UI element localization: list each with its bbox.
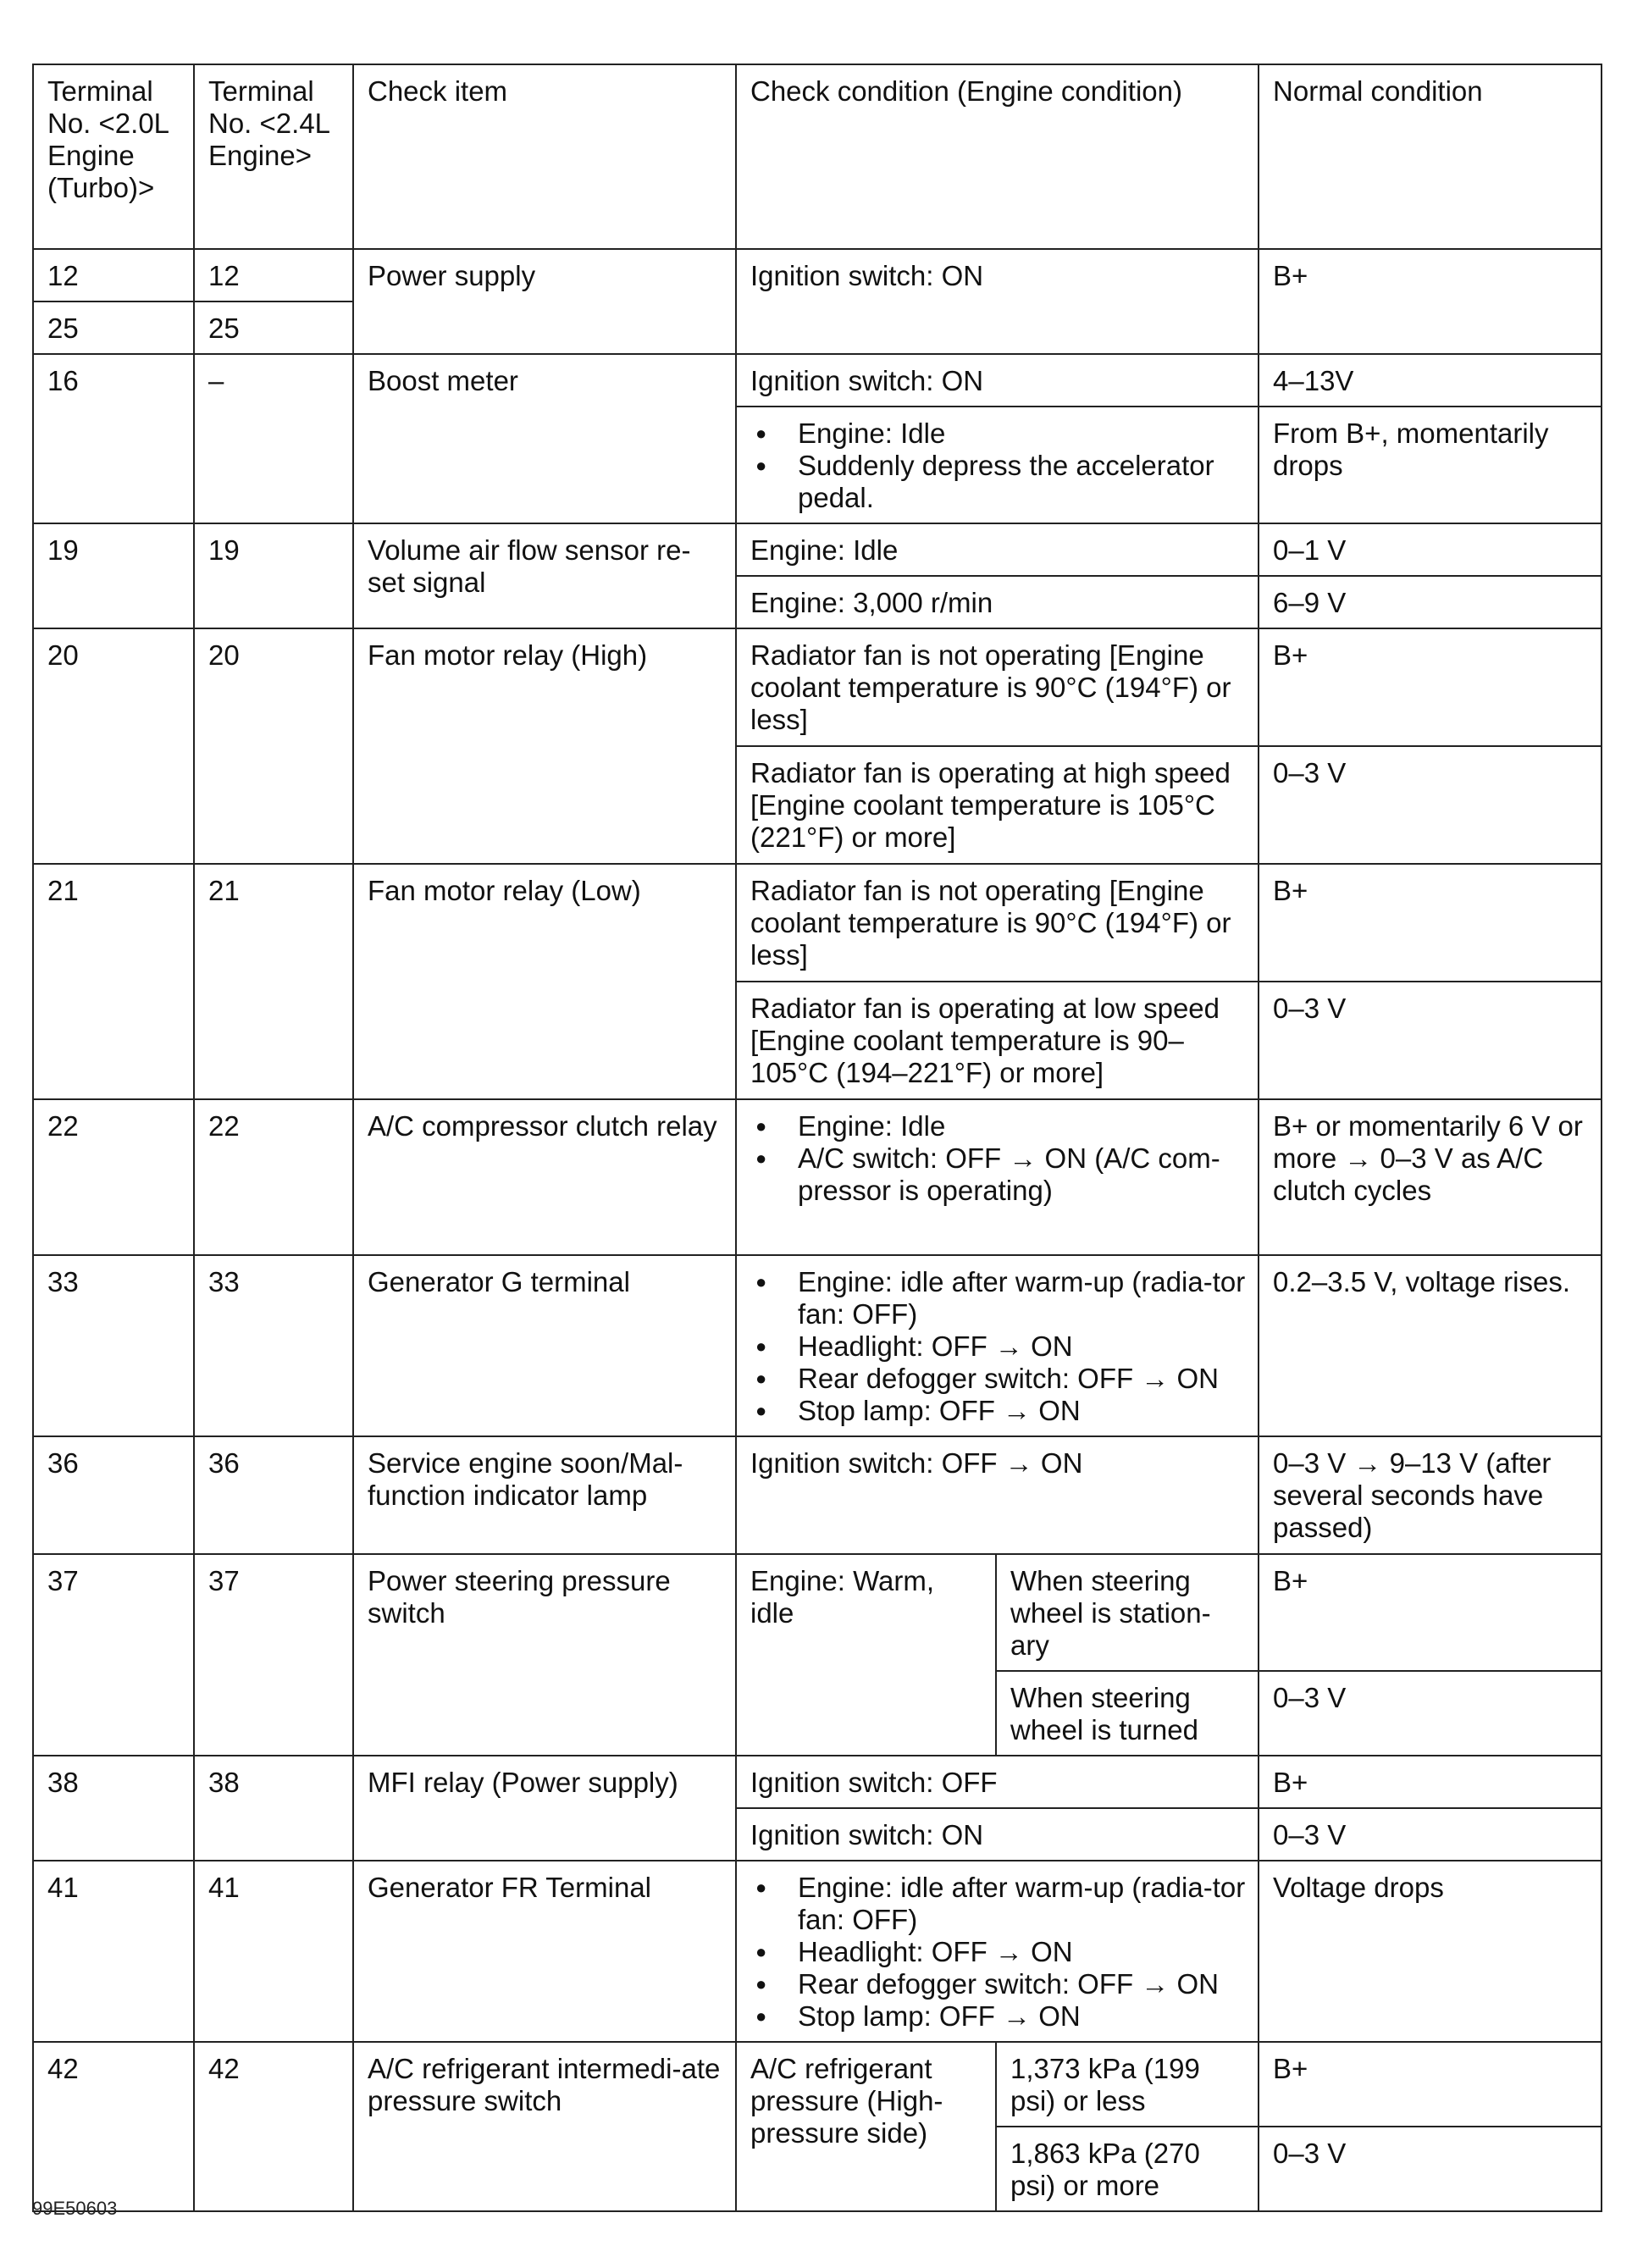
header-check-condition: Check condition (Engine condition) [736,64,1259,249]
check-condition: Ignition switch: ON [736,249,1259,354]
check-sub-condition: 1,373 kPa (199 psi) or less [996,2042,1259,2127]
normal-condition: 0–1 V [1259,523,1602,576]
normal-condition: 6–9 V [1259,576,1602,628]
normal-condition: 0–3 V [1259,982,1602,1099]
list-item: ● Stop lamp: OFF → ON [750,2000,1246,2033]
table-row [33,249,1602,301]
list-item: ● Engine: idle after warm-up (radia-tor fan: OFF) [750,1266,1246,1330]
terminal-2-4l: 21 [194,864,353,1099]
table-row [33,1436,1602,1554]
check-condition: Radiator fan is operating at low speed [Engine coolant temperature is 90–105°C (194–221°F) or more] [736,982,1259,1099]
terminal-2-0l: 36 [33,1436,194,1554]
check-condition: Radiator fan is operating at high speed [Engine coolant temperature is 105°C (221°F) or more] [736,746,1259,864]
check-condition: Ignition switch: ON [736,354,1259,407]
check-condition: Engine: 3,000 r/min [736,576,1259,628]
check-condition [736,1255,1259,1436]
list-item: ● Engine: Idle [750,418,1246,450]
header-row [33,64,1602,249]
normal-condition: B+ or momentarily 6 V or more → 0–3 V as A/C clutch cycles [1259,1099,1602,1255]
figure-code: 99E50603 [32,2198,118,2219]
check-item: Generator G terminal [353,1255,736,1436]
header-terminal-2-0l: Terminal No. <2.0L Engine (Turbo)> [33,64,194,249]
table-row [33,2042,1602,2127]
normal-condition: B+ [1259,249,1602,354]
terminal-2-4l: 42 [194,2042,353,2211]
terminal-2-4l: 19 [194,523,353,628]
header-terminal-2-4l: Terminal No. <2.4L Engine> [194,64,353,249]
check-item: A/C compressor clutch relay [353,1099,736,1255]
check-item: MFI relay (Power supply) [353,1756,736,1861]
terminal-2-0l: 41 [33,1861,194,2042]
normal-condition: From B+, momentarily drops [1259,407,1602,523]
table-row [33,1099,1602,1255]
table-row [33,1554,1602,1671]
normal-condition: 0–3 V [1259,2127,1602,2211]
normal-condition: B+ [1259,1756,1602,1808]
check-condition: Radiator fan is not operating [Engine coolant temperature is 90°C (194°F) or less] [736,628,1259,746]
check-condition: Engine: Warm, idle [736,1554,996,1756]
header-normal-condition: Normal condition [1259,64,1602,249]
list-item: ● A/C switch: OFF → ON (A/C com-pressor is operating) [750,1142,1246,1207]
table-row [33,864,1602,982]
list-item: ● Headlight: OFF → ON [750,1330,1246,1363]
check-condition: Ignition switch: OFF [736,1756,1259,1808]
terminal-2-0l: 33 [33,1255,194,1436]
table-row [33,1756,1602,1808]
terminal-2-4l: 12 [194,249,353,301]
check-sub-condition: When steering wheel is turned [996,1671,1259,1756]
check-item: Generator FR Terminal [353,1861,736,2042]
terminal-2-4l: 38 [194,1756,353,1861]
terminal-2-0l: 16 [33,354,194,523]
check-item: Fan motor relay (Low) [353,864,736,1099]
check-condition [736,407,1259,523]
list-item: ● Engine: idle after warm-up (radia-tor fan: OFF) [750,1872,1246,1936]
table-row [33,1861,1602,2042]
terminal-2-4l: 22 [194,1099,353,1255]
normal-condition: 0–3 V [1259,746,1602,864]
normal-condition: 0–3 V → 9–13 V (after several seconds have passed) [1259,1436,1602,1554]
check-sub-condition: When steering wheel is station-ary [996,1554,1259,1671]
check-condition: Radiator fan is not operating [Engine coolant temperature is 90°C (194°F) or less] [736,864,1259,982]
condition-list [750,1872,1246,2033]
check-sub-condition: 1,863 kPa (270 psi) or more [996,2127,1259,2211]
condition-list [750,1110,1246,1207]
normal-condition: B+ [1259,1554,1602,1671]
check-item: Volume air flow sensor re-set signal [353,523,736,628]
header-check-item: Check item [353,64,736,249]
list-item: ● Rear defogger switch: OFF → ON [750,1363,1246,1395]
normal-condition: 4–13V [1259,354,1602,407]
check-item: Power supply [353,249,736,354]
terminal-2-0l: 37 [33,1554,194,1756]
normal-condition: B+ [1259,864,1602,982]
terminal-2-4l: 20 [194,628,353,864]
list-item: ● Suddenly depress the accelerator pedal. [750,450,1246,514]
terminal-2-4l: 25 [194,301,353,354]
table-row [33,1255,1602,1436]
check-condition: Ignition switch: OFF → ON [736,1436,1259,1554]
check-item: Fan motor relay (High) [353,628,736,864]
table-row [33,354,1602,407]
check-condition: Ignition switch: ON [736,1808,1259,1861]
terminal-2-0l: 42 [33,2042,194,2211]
terminal-2-0l: 22 [33,1099,194,1255]
terminal-2-4l: – [194,354,353,523]
normal-condition: 0–3 V [1259,1808,1602,1861]
condition-list [750,1266,1246,1427]
terminal-2-0l: 20 [33,628,194,864]
check-item: Power steering pressure switch [353,1554,736,1756]
terminal-2-0l: 38 [33,1756,194,1861]
check-item: A/C refrigerant intermedi-ate pressure switch [353,2042,736,2211]
terminal-2-4l: 41 [194,1861,353,2042]
terminal-2-4l: 33 [194,1255,353,1436]
terminal-check-table [32,64,1602,2212]
terminal-check-table-sheet [32,64,1601,2212]
normal-condition: B+ [1259,2042,1602,2127]
list-item: ● Stop lamp: OFF → ON [750,1395,1246,1427]
list-item: ● Headlight: OFF → ON [750,1936,1246,1968]
normal-condition: 0–3 V [1259,1671,1602,1756]
list-item: ● Rear defogger switch: OFF → ON [750,1968,1246,2000]
condition-list [750,418,1246,514]
check-condition: Engine: Idle [736,523,1259,576]
check-condition: A/C refrigerant pressure (High-pressure side) [736,2042,996,2211]
normal-condition: Voltage drops [1259,1861,1602,2042]
check-item: Service engine soon/Mal-function indicator lamp [353,1436,736,1554]
terminal-2-4l: 37 [194,1554,353,1756]
table-row [33,628,1602,746]
check-item: Boost meter [353,354,736,523]
terminal-2-0l: 12 [33,249,194,301]
normal-condition: B+ [1259,628,1602,746]
check-condition [736,1861,1259,2042]
check-condition [736,1099,1259,1255]
table-row [33,523,1602,576]
normal-condition: 0.2–3.5 V, voltage rises. [1259,1255,1602,1436]
terminal-2-0l: 25 [33,301,194,354]
terminal-2-0l: 21 [33,864,194,1099]
terminal-2-4l: 36 [194,1436,353,1554]
list-item: ● Engine: Idle [750,1110,1246,1142]
terminal-2-0l: 19 [33,523,194,628]
